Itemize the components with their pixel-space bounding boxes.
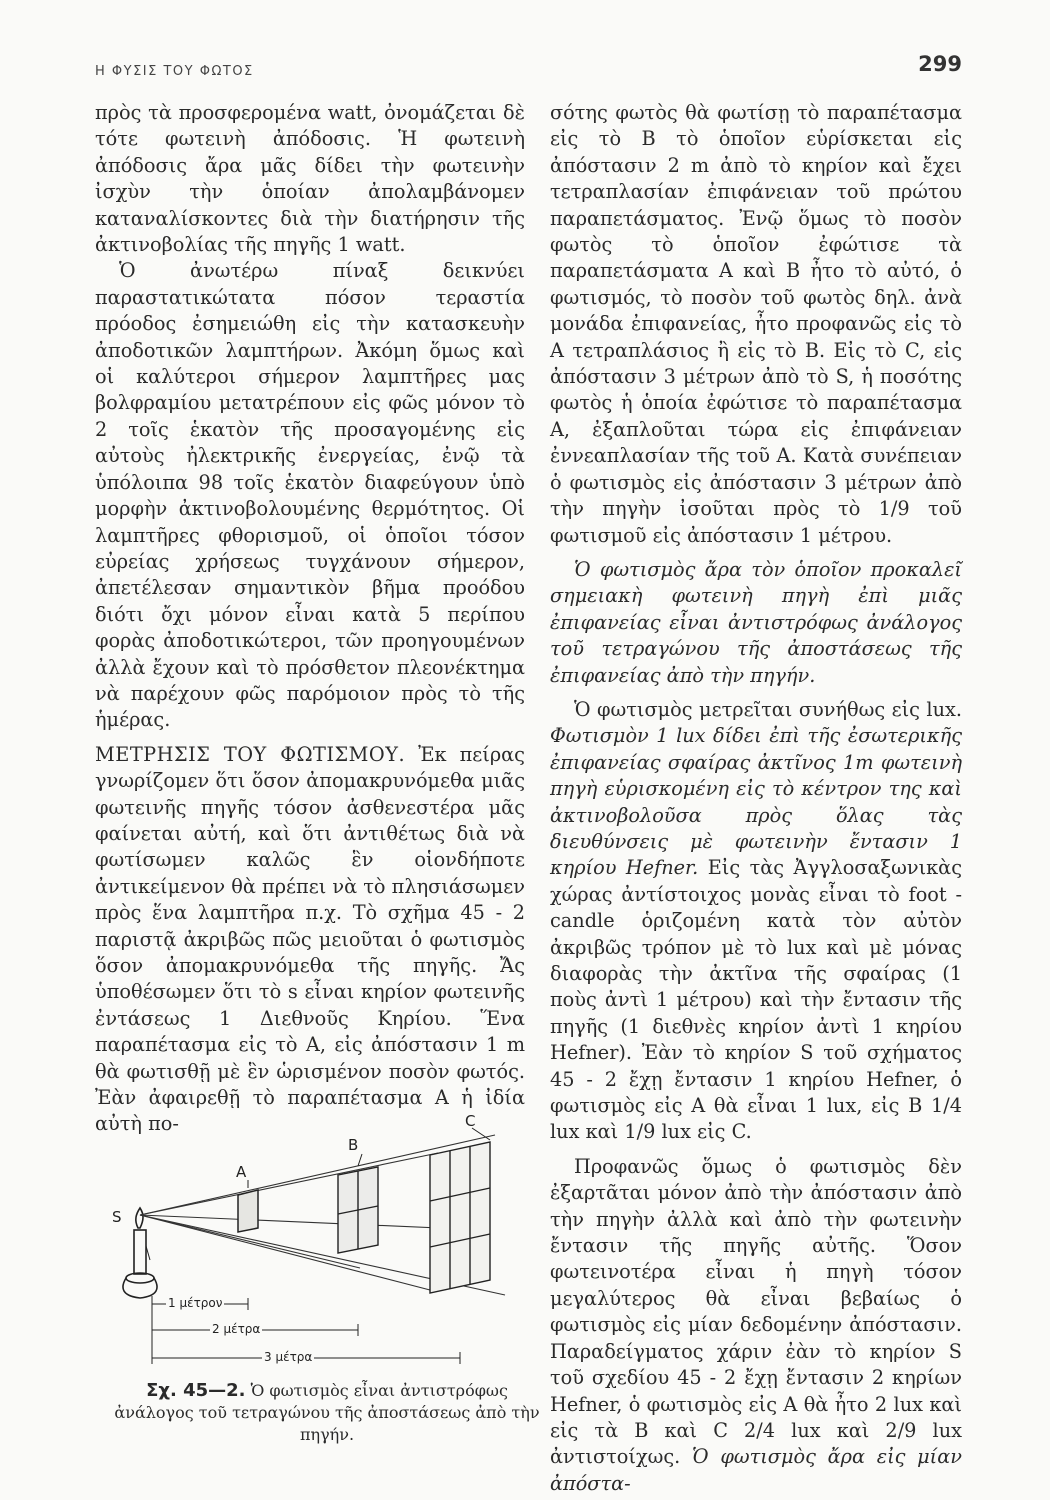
- section-paragraph: [95, 742, 525, 1138]
- conclusion-text: Ὁ φωτισμὸς ἄρα εἰς μίαν ἀπόστα-: [550, 1445, 962, 1495]
- label-s: S: [112, 1208, 122, 1226]
- label-c: C: [465, 1112, 476, 1130]
- paragraph: πρὸς τὰ προσφερομένα watt, ὀνομάζεται δὲ τότε φωτεινὴ ἀπόδοσις. Ἡ φωτεινὴ ἀπόδοσις ἄρα μᾶς δίδει τὴν φωτεινὴν ἰσχὺν τὴν ὁποίαν ἀπολαμβάνομεν καταναλίσκοντες διὰ τὴν διατήρησιν τῆς ἀκτινοβολίας τῆς πηγῆς 1 watt.: [95, 101, 525, 257]
- section-title: ΜΕΤΡΗΣΙΣ ΤΟΥ ΦΩΤΙΣΜΟΥ.: [95, 742, 406, 766]
- italic-paragraph: Ὁ φωτισμὸς ἄρα τὸν ὁποῖον προκαλεῖ σημειακὴ φωτεινὴ πηγὴ ἐπὶ μιᾶς ἐπιφανείας εἶναι ἀντιστρόφως ἀνάλογος τοῦ τετραγώνου τῆς ἀποστάσεως τῆς ἐπιφανείας ἀπὸ τὴν πηγήν.: [550, 557, 962, 687]
- figure-caption: [112, 1380, 542, 1446]
- label-a: A: [236, 1163, 247, 1181]
- paragraph: [550, 1154, 962, 1497]
- definition-text: Φωτισμὸν 1 lux δίδει ἐπὶ τῆς ἐσωτερικῆς ἐπιφανείας σφαίρας ἀκτῖνος 1m φωτεινὴ πηγὴ εὑρισκομένη εἰς τὸ κέντρον της καὶ ἀκτινοβολοῦσα πρὸς ὅλας τὰς διευθύνσεις μὲ φωτεινὴν ἔντασιν 1 κηρίου Hefner.: [550, 724, 962, 880]
- paragraph-text: Προφανῶς ὅμως ὁ φωτισμὸς δὲν ἐξαρτᾶται μόνον ἀπὸ τὴν ἀπόστασιν ἀπὸ τὴν πηγὴν ἀλλὰ καὶ ἀπὸ τὴν φωτεινὴν ἔντασιν τῆς πηγῆς αὐτῆς. Ὅσον φωτεινοτέρα εἶναι ἡ πηγὴ τόσον μεγαλύτερος θὰ εἶναι βεβαίως ὁ φωτισμὸς εἰς μίαν δεδομένην ἀπόστασιν. Παραδείγματος χάριν ἐὰν τὸ κηρίον S τοῦ σχεδίου 45 - 2 ἔχῃ ἔντασιν 2 κηρίων Hefner, ὁ φωτισμὸς εἰς Α θὰ ἦτο 2 lux καὶ εἰς τὰ Β καὶ C 2/4 lux καὶ 2/9 lux ἀντιστοίχως.: [550, 1154, 962, 1469]
- caption-number: Σχ. 45—2.: [146, 1380, 246, 1401]
- paragraph-text: Ὁ φωτισμὸς μετρεῖται συνήθως εἰς lux.: [574, 697, 962, 721]
- dimension-1-meter: 1 μέτρον: [168, 1296, 223, 1310]
- candle-icon: [123, 1208, 157, 1298]
- left-column: [95, 100, 525, 1138]
- dimension-3-meters: 3 μέτρα: [264, 1350, 313, 1364]
- paragraph-text: Ἐκ πείρας γνωρίζομεν ὅτι ὅσον ἀπομακρυνόμεθα μιᾶς φωτεινῆς πηγῆς τόσον ἀσθενεστέρα μᾶς φαίνεται αὐτή, καὶ ὅτι ἀντιθέτως διὰ νὰ φωτίσωμεν καλῶς ἓν οἱονδήποτε ἀντικείμενον θὰ πρέπει νὰ τὸ πλησιάσωμεν πρὸς ἕνα λαμπτῆρα π.χ. Τὸ σχῆμα 45 - 2 παριστᾷ ἀκριβῶς πῶς μειοῦται ὁ φωτισμὸς ὅσον ἀπομακρυνόμεθα τῆς πηγῆς. Ἄς ὑποθέσωμεν ὅτι τὸ s εἶναι κηρίον φωτεινῆς ἐντάσεως 1 Διεθνοῦς Κηρίου. Ἕνα παραπέτασμα εἰς τὸ Α, εἰς ἀπόστασιν 1 m θὰ φωτισθῇ μὲ ἓν ὡρισμένον ποσὸν φωτός. Ἐὰν ἀφαιρεθῇ τὸ παραπέτασμα Α ἡ ἰδία αὐτὴ πο-: [95, 742, 525, 1136]
- screen-c: [430, 1142, 490, 1293]
- paragraph-text: Εἰς τὰς Ἀγγλοσαξωνικὰς χώρας ἀντίστοιχος μονὰς εἶναι τὸ foot - candle ὁριζομένη κατὰ τὸν αὐτὸν ἀκριβῶς τρόπον μὲ τὸ lux καὶ μὲ μόνας διαφορὰς τὴν ἀκτῖνα τῆς σφαίρας (1 ποὺς ἀντὶ 1 μέτρου) καὶ τὴν ἔντασιν τῆς πηγῆς (1 διεθνὲς κηρίον ἀντὶ 1 κηρίου Hefner). Ἐὰν τὸ κηρίον S τοῦ σχήματος 45 - 2 ἔχῃ ἔντασιν 1 κηρίου Hefner, ὁ φωτισμὸς εἰς Α θὰ εἶναι 1 lux, εἰς Β 1/4 lux καὶ 1/9 lux εἰς C.: [550, 856, 963, 1144]
- screen-b: [338, 1167, 378, 1253]
- paragraph: [550, 697, 962, 1146]
- label-b: B: [348, 1136, 359, 1154]
- right-column: [550, 100, 962, 1497]
- paragraph: Ὁ ἀνωτέρω πίναξ δεικνύει παραστατικώτατα πόσον τεραστία πρόοδος ἐσημειώθη εἰς τὴν κατασκευὴν ἀποδοτικῶν λαμπτήρων. Ἀκόμη ὅμως καὶ οἱ καλύτεροι σήμερον λαμπτῆρες μας βολφραμίου μετατρέπουν εἰς φῶς μόνον τὸ 2 τοῖς ἑκατὸν τῆς προσαγομένης εἰς αὐτοὺς ἠλεκτρικῆς ἐνεργείας, ἐνῷ τὰ ὑπόλοιπα 98 τοῖς ἑκατὸν διαφεύγουν ὑπὸ μορφὴν ἀκτινοβολουμένης θερμότητος. Οἱ λαμπτῆρες φθορισμοῦ, οἱ ὁποῖοι τόσον εὐρείας χρήσεως τυγχάνουν σήμερον, ἀπετέλεσαν σημαντικὸν βῆμα προόδου διότι ὄχι μόνον εἶναι κατὰ 5 περίπου φορὰς ἀποδοτικώτεροι, τῶν προηγουμένων ἀλλὰ ἔχουν καὶ τὸ πρόσθετον πλεονέκτημα νὰ παρέχουν φῶς παρόμοιον πρὸς τὸ τῆς ἡμέρας.: [95, 259, 525, 732]
- dimension-2-meters: 2 μέτρα: [212, 1322, 261, 1336]
- caption-text: Ὁ φωτισμὸς εἶναι ἀντιστρόφως ἀνάλογος τοῦ τετραγώνου τῆς ἀποστάσεως ἀπὸ τὴν πηγήν.: [114, 1381, 540, 1444]
- light-cone-diagram: [100, 1120, 560, 1390]
- paragraph: σότης φωτὸς θὰ φωτίσῃ τὸ παραπέτασμα εἰς τὸ Β τὸ ὁποῖον εὑρίσκεται εἰς ἀπόστασιν 2 m ἀπὸ τὸ κηρίον καὶ ἔχει τετραπλασίαν ἐπιφάνειαν τοῦ πρώτου παραπετάσματος. Ἐνῷ ὅμως τὸ ποσὸν φωτὸς τὸ ὁποῖον ἐφώτισε τὰ παραπετάσματα Α καὶ Β ἦτο τὸ αὐτό, ὁ φωτισμός, τὸ ποσὸν τοῦ φωτὸς δηλ. ἀνὰ μονάδα ἐπιφανείας, ἦτο προφανῶς εἰς τὸ Α τετραπλάσιος ἢ εἰς τὸ Β. Εἰς τὸ C, εἰς ἀπόστασιν 3 μέτρων ἀπὸ τὸ S, ἡ ποσότης φωτὸς ἡ ὁποία ἐφώτισε τὸ παραπέτασμα Α, ἐξαπλοῦται τώρα εἰς ἐπιφάνειαν ἐννεαπλασίαν τῆς τοῦ Α. Κατὰ συνέπειαν ὁ φωτισμὸς εἰς ἀπόστασιν 3 μέτρων ἀπὸ τὴν πηγὴν ἰσοῦται πρὸς τὸ 1/9 τοῦ φωτισμοῦ εἰς ἀπόστασιν 1 μέτρου.: [550, 101, 962, 547]
- screen-a: [238, 1190, 258, 1232]
- running-title: Η ΦΥΣΙΣ ΤΟΥ ΦΩΤΟΣ: [95, 64, 254, 79]
- page-number: 299: [918, 52, 962, 76]
